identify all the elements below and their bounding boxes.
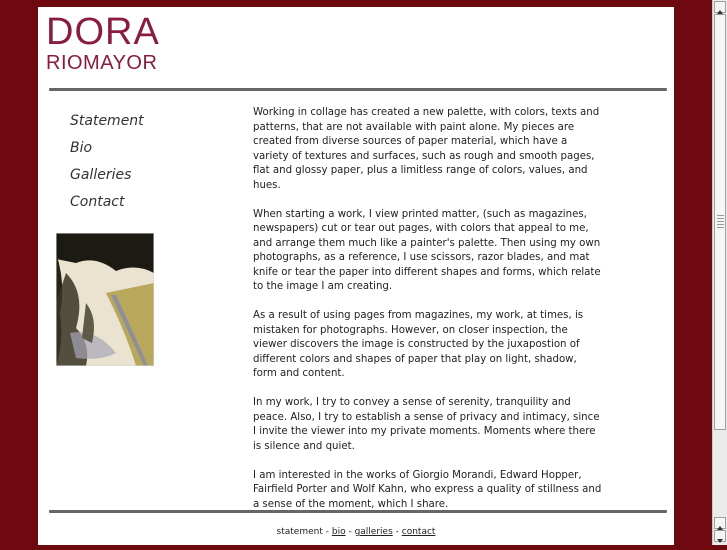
collage-artwork-image <box>56 233 154 366</box>
statement-paragraph-1: Working in collage has created a new palette, with colors, texts and patterns, that are not available with paint alone. My pieces are created from diverse sources of paper material, which have a variety of textures and surfaces, such as rough and smooth pages, flat and glossy paper, plus a limitless range of colors, values, and hues. <box>253 107 600 191</box>
footer-link-bio[interactable]: bio <box>331 527 346 537</box>
footer-separator: - <box>392 527 402 537</box>
nav-contact[interactable]: Contact <box>70 194 125 210</box>
nav-bio[interactable]: Bio <box>70 140 93 156</box>
artist-statement <box>253 106 603 527</box>
site-logo[interactable] <box>46 13 160 73</box>
statement-paragraph-2: When starting a work, I view printed matter, (such as magazines, newspapers) cut or tear out pages, with colors that appeal to me, and arrange them much like a painter's palette. Then using my own photographs, as a reference, I use scissors, razor blades, and mat knife or tear the paper into different shapes and forms, which relate to the image I am creating. <box>253 208 601 292</box>
statement-paragraph-4: In my work, I try to convey a sense of serenity, tranquility and peace. Also, I try to establish a sense of privacy and intimacy, since I invite the viewer into my private moments. Moments where there is silence and quiet. <box>253 397 600 452</box>
logo-last-name: RIOMAYOR <box>46 52 158 74</box>
scroll-up-button-lower[interactable] <box>714 517 726 529</box>
nav-galleries[interactable]: Galleries <box>70 167 132 183</box>
nav-statement[interactable]: Statement <box>70 113 144 129</box>
footer-link-galleries[interactable]: galleries <box>354 527 393 537</box>
logo-first-name: DORA <box>46 11 160 53</box>
grip-icon <box>717 215 724 229</box>
page-container <box>38 7 674 545</box>
scroll-down-button[interactable] <box>714 530 726 542</box>
footer-nav <box>38 527 674 537</box>
footer-link-contact[interactable]: contact <box>401 527 436 537</box>
footer-current-page: statement <box>276 527 323 537</box>
top-divider <box>49 88 667 91</box>
vertical-scrollbar[interactable] <box>712 0 727 545</box>
footer-separator: - <box>345 527 355 537</box>
scrollbar-thumb[interactable] <box>714 14 726 430</box>
footer-separator: - <box>322 527 332 537</box>
main-nav <box>70 111 144 219</box>
statement-paragraph-3: As a result of using pages from magazines, my work, at times, is mistaken for photographs. However, on closer inspection, the viewer discovers the image is constructed by the juxapostion of different colors and shapes of paper that play on light, shadow, form and content. <box>253 310 584 379</box>
statement-paragraph-5: I am interested in the works of Giorgio Morandi, Edward Hopper, Fairfield Porter and Wolf Kahn, who express a quality of stillness and a sense of the moment, which I share. <box>253 469 602 510</box>
bottom-divider <box>49 510 667 513</box>
scroll-up-button[interactable] <box>714 1 726 13</box>
